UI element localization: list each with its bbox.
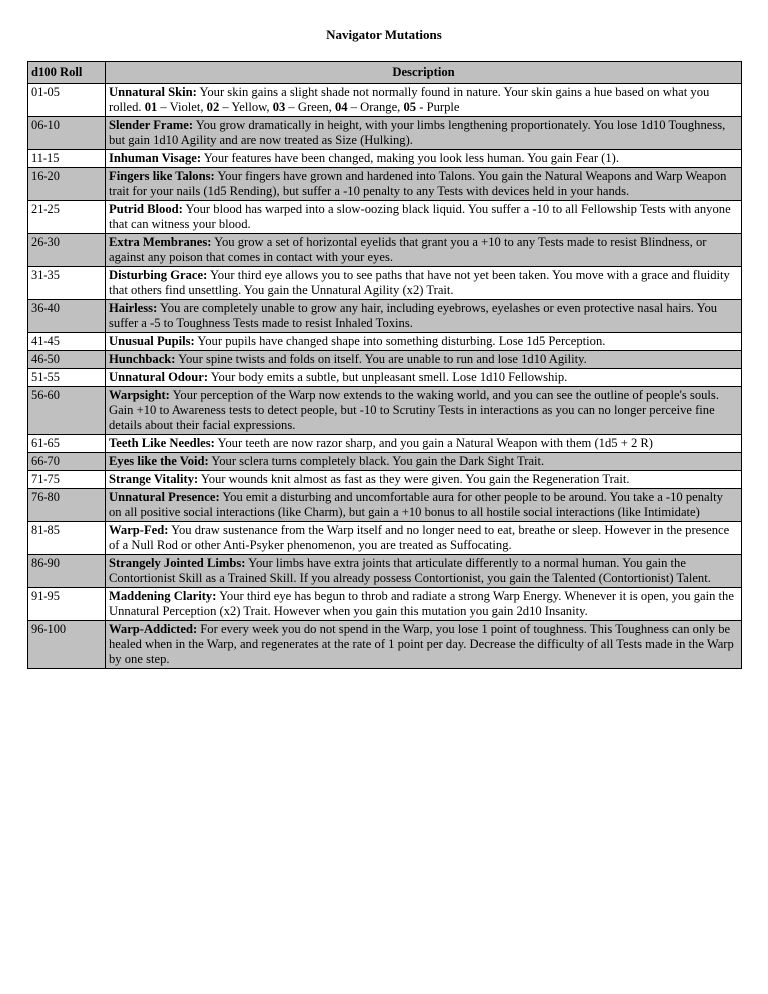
table-row [28, 522, 742, 555]
mutation-description: Your perception of the Warp now extends to the waking world, and you can see the outline of people's souls. Gain +10 to Awareness tests to detect people, but -10 to Scrutiny Tests in interactions as you can no longer perceive fine details about their facial expressions. [109, 388, 719, 432]
roll-range-cell: 31-35 [28, 267, 106, 300]
table-row [28, 300, 742, 333]
mutation-name: Warp-Addicted: [109, 622, 198, 636]
table-row [28, 333, 742, 351]
mutation-name: Unnatural Skin: [109, 85, 197, 99]
roll-range-cell: 66-70 [28, 453, 106, 471]
mutation-name: Maddening Clarity: [109, 589, 217, 603]
table-row [28, 555, 742, 588]
mutation-description: Your skin gains a slight shade not normally found in nature. Your skin gains a hue based on what you rolled. [109, 85, 710, 114]
roll-range-cell: 86-90 [28, 555, 106, 588]
description-cell [106, 267, 742, 300]
roll-range-cell: 71-75 [28, 471, 106, 489]
description-cell [106, 117, 742, 150]
hue-roll-number: 02 [206, 100, 220, 114]
mutation-description: You grow dramatically in height, with your limbs lengthening proportionately. You lose 1d10 Toughness, but gain 1d10 Agility and are now treated as Size (Hulking). [109, 118, 726, 147]
table-row [28, 489, 742, 522]
mutation-description: – Green, [285, 100, 335, 114]
roll-range-cell: 56-60 [28, 387, 106, 435]
table-row [28, 453, 742, 471]
mutation-name: Strange Vitality: [109, 472, 199, 486]
mutation-description: – Orange, [347, 100, 404, 114]
description-cell [106, 234, 742, 267]
mutation-description: Your wounds knit almost as fast as they were given. You gain the Regeneration Trait. [198, 472, 630, 486]
description-cell [106, 84, 742, 117]
hue-roll-number: 05 [403, 100, 417, 114]
table-row [28, 234, 742, 267]
description-cell [106, 369, 742, 387]
roll-range-cell: 96-100 [28, 621, 106, 669]
table-row [28, 369, 742, 387]
mutation-description: You draw sustenance from the Warp itself and no longer need to eat, breathe or sleep. However in the presence of a Null Rod or other Anti-Psyker phenomenon, you are treated as Suffocating. [109, 523, 730, 552]
mutation-name: Warpsight: [109, 388, 170, 402]
mutations-table [27, 61, 742, 669]
roll-range-cell: 01-05 [28, 84, 106, 117]
roll-range-cell: 21-25 [28, 201, 106, 234]
description-cell [106, 588, 742, 621]
hue-roll-number: 04 [334, 100, 348, 114]
roll-range-cell: 26-30 [28, 234, 106, 267]
hue-roll-number: 01 [144, 100, 158, 114]
description-cell [106, 387, 742, 435]
description-cell [106, 300, 742, 333]
description-cell [106, 168, 742, 201]
table-row [28, 621, 742, 669]
page-title: Navigator Mutations [326, 27, 442, 42]
description-cell [106, 150, 742, 168]
mutation-name: Extra Membranes: [109, 235, 212, 249]
table-header-row [28, 62, 742, 84]
mutation-name: Unnatural Odour: [109, 370, 209, 384]
mutation-description: - Purple [416, 100, 460, 114]
table-body [28, 84, 742, 669]
hue-roll-number: 03 [272, 100, 286, 114]
mutation-name: Teeth Like Needles: [109, 436, 215, 450]
mutation-description: – Yellow, [219, 100, 273, 114]
roll-range-cell: 36-40 [28, 300, 106, 333]
mutation-name: Hunchback: [109, 352, 176, 366]
roll-range-cell: 41-45 [28, 333, 106, 351]
mutation-name: Disturbing Grace: [109, 268, 208, 282]
mutation-description: Your third eye allows you to see paths that have not yet been taken. You move with a grace and fluidity that others find unsettling. You gain the Unnatural Agility (x2) Trait. [109, 268, 730, 297]
table-row [28, 267, 742, 300]
mutation-name: Hairless: [109, 301, 158, 315]
description-cell [106, 471, 742, 489]
mutation-name: Eyes like the Void: [109, 454, 209, 468]
table-row [28, 201, 742, 234]
header-description: Description [106, 62, 742, 84]
roll-range-cell: 51-55 [28, 369, 106, 387]
table-row [28, 471, 742, 489]
description-cell [106, 351, 742, 369]
mutation-description: Your third eye has begun to throb and radiate a strong Warp Energy. Whenever it is open, you gain the Unnatural Perception (x2) Trait. However when you gain this mutation you gain 2d10 Insanity. [109, 589, 734, 618]
description-cell [106, 621, 742, 669]
mutation-name: Slender Frame: [109, 118, 194, 132]
mutation-description: You grow a set of horizontal eyelids that grant you a +10 to any Tests made to resist Blindness, or against any poison that comes in contact with your eyes. [109, 235, 707, 264]
mutation-description: Your features have been changed, making you look less human. You gain Fear (1). [201, 151, 619, 165]
table-row [28, 150, 742, 168]
description-cell [106, 435, 742, 453]
description-cell [106, 522, 742, 555]
table-row [28, 351, 742, 369]
table-row [28, 435, 742, 453]
roll-range-cell: 81-85 [28, 522, 106, 555]
description-cell [106, 333, 742, 351]
roll-range-cell: 91-95 [28, 588, 106, 621]
table-row [28, 84, 742, 117]
table-row [28, 387, 742, 435]
description-cell [106, 489, 742, 522]
table-row [28, 588, 742, 621]
description-cell [106, 453, 742, 471]
mutation-description: Your pupils have changed shape into something disturbing. Lose 1d5 Perception. [194, 334, 606, 348]
mutation-description: Your fingers have grown and hardened into Talons. You gain the Natural Weapons and Warp Weapon trait for your nails (1d5 Rending), but suffer a -10 penalty to any Tests with devices held in your hands. [109, 169, 727, 198]
roll-range-cell: 76-80 [28, 489, 106, 522]
mutation-description: Your limbs have extra joints that articulate differently to a normal human. You gain the Contortionist Skill as a Trained Skill. If you already possess Contortionist, you gain the Talented (Contortionist) Talent. [109, 556, 711, 585]
mutation-description: You emit a disturbing and uncomfortable aura for other people to be around. You take a -10 penalty on all positive social interactions (like Charm), but gain a +10 bonus to all hostile social interactions (like Intimidate) [109, 490, 723, 519]
mutation-name: Inhuman Visage: [109, 151, 202, 165]
roll-range-cell: 61-65 [28, 435, 106, 453]
mutation-description: You are completely unable to grow any hair, including eyebrows, eyelashes or even protective nasal hairs. You suffer a -5 to Toughness Tests made to resist Inhaled Toxins. [109, 301, 718, 330]
roll-range-cell: 11-15 [28, 150, 106, 168]
roll-range-cell: 16-20 [28, 168, 106, 201]
description-cell [106, 201, 742, 234]
mutation-name: Warp-Fed: [109, 523, 169, 537]
mutation-description: Your body emits a subtle, but unpleasant smell. Lose 1d10 Fellowship. [208, 370, 568, 384]
mutation-name: Strangely Jointed Limbs: [109, 556, 246, 570]
mutation-description: Your teeth are now razor sharp, and you gain a Natural Weapon with them (1d5 + 2 R) [214, 436, 654, 450]
mutation-description: Your sclera turns completely black. You gain the Dark Sight Trait. [208, 454, 545, 468]
header-roll: d100 Roll [28, 62, 106, 84]
mutation-description: – Violet, [157, 100, 207, 114]
mutation-description: For every week you do not spend in the Warp, you lose 1 point of toughness. This Toughness can only be healed when in the Warp, and regenerates at the rate of 1 point per day. Decrease the difficulty of all Tests made in the Warp by one step. [109, 622, 734, 666]
description-cell [106, 555, 742, 588]
table-row [28, 117, 742, 150]
mutation-description: Your spine twists and folds on itself. You are unable to run and lose 1d10 Agility. [175, 352, 587, 366]
mutation-name: Unusual Pupils: [109, 334, 195, 348]
table-row [28, 168, 742, 201]
roll-range-cell: 06-10 [28, 117, 106, 150]
mutation-name: Putrid Blood: [109, 202, 183, 216]
mutation-name: Fingers like Talons: [109, 169, 215, 183]
roll-range-cell: 46-50 [28, 351, 106, 369]
mutation-name: Unnatural Presence: [109, 490, 220, 504]
mutation-description: Your blood has warped into a slow-oozing black liquid. You suffer a -10 to all Fellowship Tests with anyone that can witness your blood. [109, 202, 731, 231]
